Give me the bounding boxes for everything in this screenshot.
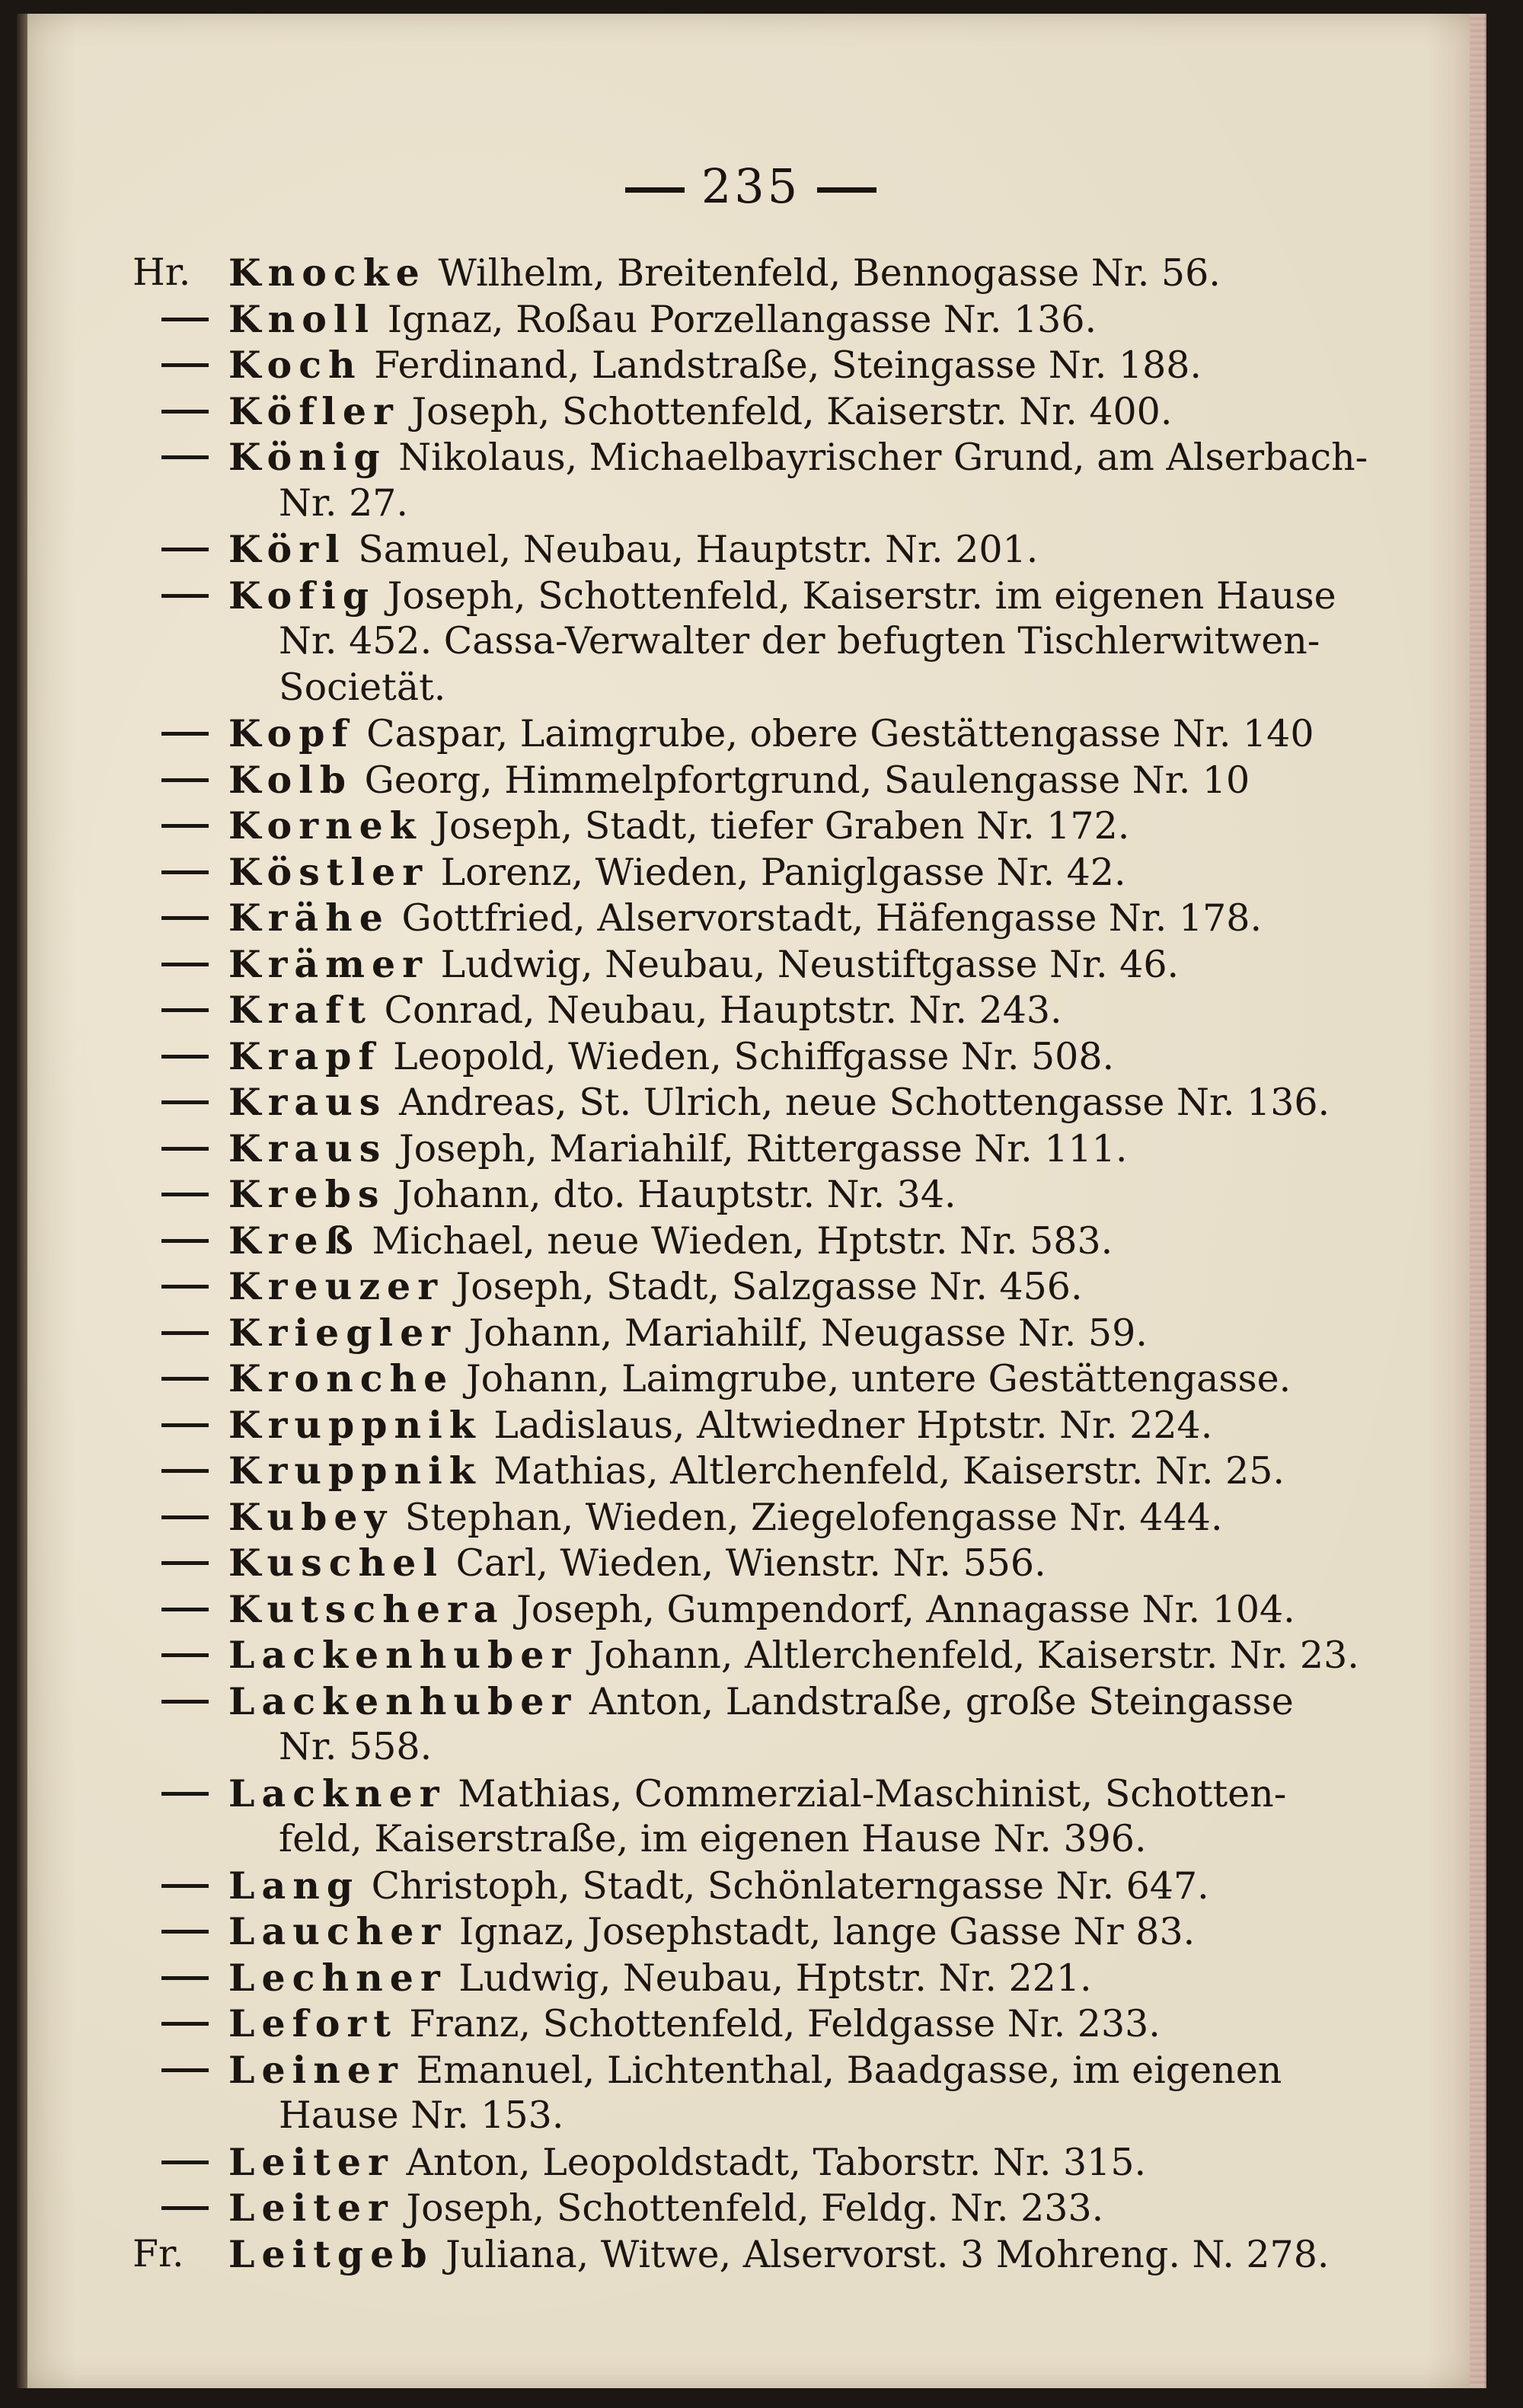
entry-details: Christoph, Stadt, Schönlaterngasse Nr. 647. [371, 1863, 1209, 1908]
entry-surname: Lang [228, 1863, 360, 1908]
entry-details: Samuel, Neubau, Hauptstr. Nr. 201. [358, 528, 1039, 571]
continuation-text: Hause Nr. 153. [279, 2093, 564, 2137]
entry-details: Joseph, Mariahilf, Rittergasse Nr. 111. [398, 1126, 1128, 1170]
entry-surname: Kornek [228, 803, 423, 848]
entry-surname: Kutschera [228, 1586, 505, 1631]
entry-surname: Lechner [228, 1955, 447, 2000]
entry-details: Gottfried, Alservorstadt, Häfengasse Nr. 178. [401, 896, 1263, 940]
entry-surname: Kopf [228, 711, 355, 755]
entry-line [228, 803, 1129, 849]
entry-details: Joseph, Schottenfeld, Kaiserstr. Nr. 400. [411, 389, 1173, 433]
entry-line [228, 1263, 1083, 1310]
entry-surname: Kriegler [228, 1310, 458, 1355]
ditto-dash [161, 1700, 209, 1704]
entry-line [228, 2047, 1282, 2093]
entry-surname: Kolb [228, 757, 353, 802]
ditto-dash [161, 1193, 209, 1196]
entry-details: Conrad, Neubau, Hauptstr. Nr. 243. [384, 988, 1062, 1032]
entry-details: Nikolaus, Michaelbayrischer Grund, am Alserbach- [398, 436, 1368, 479]
entry-surname: Köstler [228, 849, 429, 894]
ditto-dash [161, 1008, 209, 1012]
page-edge [1470, 14, 1486, 2388]
entry-surname: Lackner [228, 1771, 446, 1816]
entry-line [228, 296, 1097, 343]
ditto-dash [161, 1792, 209, 1796]
ditto-dash [161, 1285, 209, 1289]
entry-line [228, 1586, 1295, 1633]
entry-details: Juliana, Witwe, Alservorst. 3 Mohreng. N. 278. [445, 2232, 1330, 2276]
ditto-dash [161, 1147, 209, 1151]
entry-line [228, 987, 1062, 1033]
entry-prefix: Hr. [133, 251, 191, 294]
ditto-dash [161, 2206, 209, 2210]
entry-surname: Laucher [228, 1909, 448, 1953]
ditto-dash [161, 1930, 209, 1934]
entry-details: Caspar, Laimgrube, obere Gestättengasse Nr. 140 [366, 712, 1314, 755]
entry-surname: Knoll [228, 296, 376, 341]
entry-details: Georg, Himmelpfortgrund, Saulengasse Nr. 10 [364, 758, 1250, 802]
entry-surname: Krapf [228, 1033, 382, 1078]
entry-line [228, 1955, 1092, 2001]
entry-details: Johann, Mariahilf, Neugasse Nr. 59. [468, 1311, 1148, 1355]
entry-surname: Kraft [228, 988, 372, 1032]
entry-details: Johann, Altlerchenfeld, Kaiserstr. Nr. 23. [589, 1634, 1359, 1677]
header-dash-right [817, 187, 876, 193]
entry-surname: Kruppnik [228, 1448, 482, 1493]
entry-details: Stephan, Wieden, Ziegelofengasse Nr. 444. [404, 1495, 1223, 1539]
entry-details: Anton, Leopoldstadt, Taborstr. Nr. 315. [406, 2140, 1147, 2184]
ditto-dash [161, 963, 209, 966]
entry-details: Mathias, Commerzial-Maschinist, Schotten- [458, 1771, 1287, 1816]
ditto-dash [161, 1469, 209, 1473]
entry-surname: Lackenhuber [228, 1678, 578, 1723]
entry-details: Joseph, Stadt, Salzgasse Nr. 456. [455, 1265, 1083, 1308]
entry-surname: Leiter [228, 2139, 394, 2184]
ditto-dash [161, 2160, 209, 2164]
entry-surname: Kreß [228, 1218, 360, 1263]
continuation-text: Nr. 558. [279, 1725, 433, 1768]
ditto-dash [161, 410, 209, 414]
ditto-dash [161, 1331, 209, 1335]
ditto-dash [161, 318, 209, 321]
entry-details: Anton, Landstraße, große Steingasse [589, 1679, 1294, 1723]
entry-surname: Leiner [228, 2047, 404, 2092]
entry-line [228, 941, 1179, 988]
entry-details: Joseph, Schottenfeld, Kaiserstr. im eigenen Hause [387, 573, 1336, 618]
ditto-dash [161, 824, 209, 828]
ditto-dash [161, 548, 209, 551]
entry-details: Carl, Wieden, Wienstr. Nr. 556. [455, 1541, 1046, 1585]
entry-details: Ferdinand, Landstraße, Steingasse Nr. 188. [374, 343, 1202, 387]
entry-line [228, 1863, 1209, 1909]
ditto-dash [161, 1515, 209, 1519]
entry-details: Lorenz, Wieden, Paniglgasse Nr. 42. [440, 850, 1126, 894]
page-number: 235 [701, 158, 801, 214]
entry-details: Ladislaus, Altwiedner Hptstr. Nr. 224. [493, 1403, 1213, 1447]
entry-details: Ignaz, Josephstadt, lange Gasse Nr 83. [458, 1910, 1196, 1953]
entry-surname: Leiter [228, 2186, 394, 2230]
entry-line [228, 434, 1368, 481]
entry-line [228, 388, 1172, 435]
entry-details: Leopold, Wieden, Schiffgasse Nr. 508. [393, 1034, 1115, 1078]
entry-prefix: Fr. [133, 2231, 184, 2275]
entry-surname: Lackenhuber [228, 1633, 578, 1677]
continuation-text: Nr. 452. Cassa-Verwalter der befugten Tischlerwitwen- [279, 619, 1320, 663]
book-spine-shadow [17, 14, 27, 2388]
entry-line [228, 1171, 956, 1218]
entry-details: Joseph, Gumpendorf, Annagasse Nr. 104. [516, 1587, 1295, 1631]
ditto-dash [161, 1976, 209, 1980]
ditto-dash [161, 1884, 209, 1888]
entry-details: Andreas, St. Ulrich, neue Schottengasse Nr. 136. [398, 1081, 1330, 1124]
entry-surname: Köfler [228, 388, 400, 433]
continuation-text: Nr. 27. [279, 481, 408, 525]
entry-line [228, 1033, 1114, 1080]
entry-details: Ignaz, Roßau Porzellangasse Nr. 136. [387, 297, 1097, 341]
ditto-dash [161, 870, 209, 874]
entry-line [228, 342, 1202, 388]
entry-line [228, 1771, 1286, 1817]
header-dash-left [625, 187, 685, 193]
entry-details: Johann, dto. Hauptstr. Nr. 34. [398, 1173, 956, 1216]
entry-line [228, 526, 1038, 573]
ditto-dash [161, 1653, 209, 1657]
entry-line [228, 1494, 1223, 1541]
entry-line [228, 895, 1262, 941]
entry-line [228, 2001, 1161, 2047]
entry-line [228, 1632, 1359, 1678]
entry-surname: Krämer [228, 941, 429, 986]
entry-line [228, 1540, 1046, 1586]
continuation-text: Societät. [279, 665, 446, 709]
entry-line [228, 2139, 1146, 2186]
ditto-dash [161, 594, 209, 598]
ditto-dash [161, 1377, 209, 1381]
entry-details: Ludwig, Neubau, Hptstr. Nr. 221. [458, 1956, 1092, 2000]
entry-line [228, 849, 1126, 896]
entry-surname: Kofig [228, 573, 376, 618]
ditto-dash [161, 1561, 209, 1565]
entry-line [228, 1678, 1294, 1725]
entry-line [228, 1218, 1113, 1264]
entry-surname: Knocke [228, 251, 426, 295]
entry-surname: Lefort [228, 2001, 398, 2046]
ditto-dash [161, 2022, 209, 2026]
entry-line [228, 1402, 1212, 1448]
entry-line [228, 1079, 1330, 1126]
ditto-dash [161, 455, 209, 459]
ditto-dash [161, 732, 209, 736]
ditto-dash [161, 1423, 209, 1427]
entry-surname: Krähe [228, 896, 390, 940]
entry-details: Franz, Schottenfeld, Feldgasse Nr. 233. [409, 2002, 1161, 2046]
entry-line [228, 573, 1336, 619]
entry-surname: Kraus [228, 1080, 388, 1124]
entry-surname: Kubey [228, 1494, 394, 1539]
entry-details: Joseph, Stadt, tiefer Graben Nr. 172. [434, 804, 1130, 848]
entry-surname: König [228, 435, 387, 479]
ditto-dash [161, 2068, 209, 2072]
ditto-dash [161, 916, 209, 920]
page-header [17, 158, 1485, 214]
entry-surname: Krebs [228, 1172, 386, 1216]
entry-surname: Kraus [228, 1126, 388, 1170]
entry-details: Mathias, Altlerchenfeld, Kaiserstr. Nr. 25. [493, 1449, 1285, 1493]
ditto-dash [161, 1055, 209, 1059]
book-page [17, 14, 1485, 2388]
entry-surname: Kruppnik [228, 1402, 482, 1447]
entry-surname: Kronche [228, 1356, 455, 1400]
ditto-dash [161, 778, 209, 782]
entry-surname: Leitgeb [228, 2231, 434, 2276]
entry-line [228, 250, 1221, 296]
entry-line [228, 757, 1250, 803]
entry-details: Joseph, Schottenfeld, Feldg. Nr. 233. [406, 2186, 1104, 2230]
ditto-dash [161, 1100, 209, 1104]
entry-details: Ludwig, Neubau, Neustiftgasse Nr. 46. [440, 942, 1180, 986]
entry-line [228, 1310, 1148, 1356]
entry-line [228, 1356, 1291, 1402]
entry-line [228, 711, 1314, 757]
entry-line [228, 2231, 1330, 2278]
entry-surname: Koch [228, 343, 362, 387]
entry-details: Michael, neue Wieden, Hptstr. Nr. 583. [372, 1218, 1113, 1263]
entry-details: Emanuel, Lichtenthal, Baadgasse, im eigenen [416, 2048, 1282, 2092]
entry-surname: Körl [228, 527, 346, 571]
ditto-dash [161, 1239, 209, 1243]
entry-line [228, 1908, 1195, 1955]
entry-surname: Kuschel [228, 1541, 444, 1585]
entry-line [228, 2185, 1103, 2231]
entry-line [228, 1126, 1127, 1172]
entry-surname: Kreuzer [228, 1264, 445, 1308]
ditto-dash [161, 363, 209, 367]
entry-details: Johann, Laimgrube, untere Gestättengasse. [465, 1357, 1292, 1400]
entry-details: Wilhelm, Breitenfeld, Bennogasse Nr. 56. [438, 251, 1221, 295]
entry-line [228, 1448, 1285, 1494]
continuation-text: feld, Kaiserstraße, im eigenen Hause Nr. 396. [279, 1817, 1147, 1860]
ditto-dash [161, 1608, 209, 1611]
